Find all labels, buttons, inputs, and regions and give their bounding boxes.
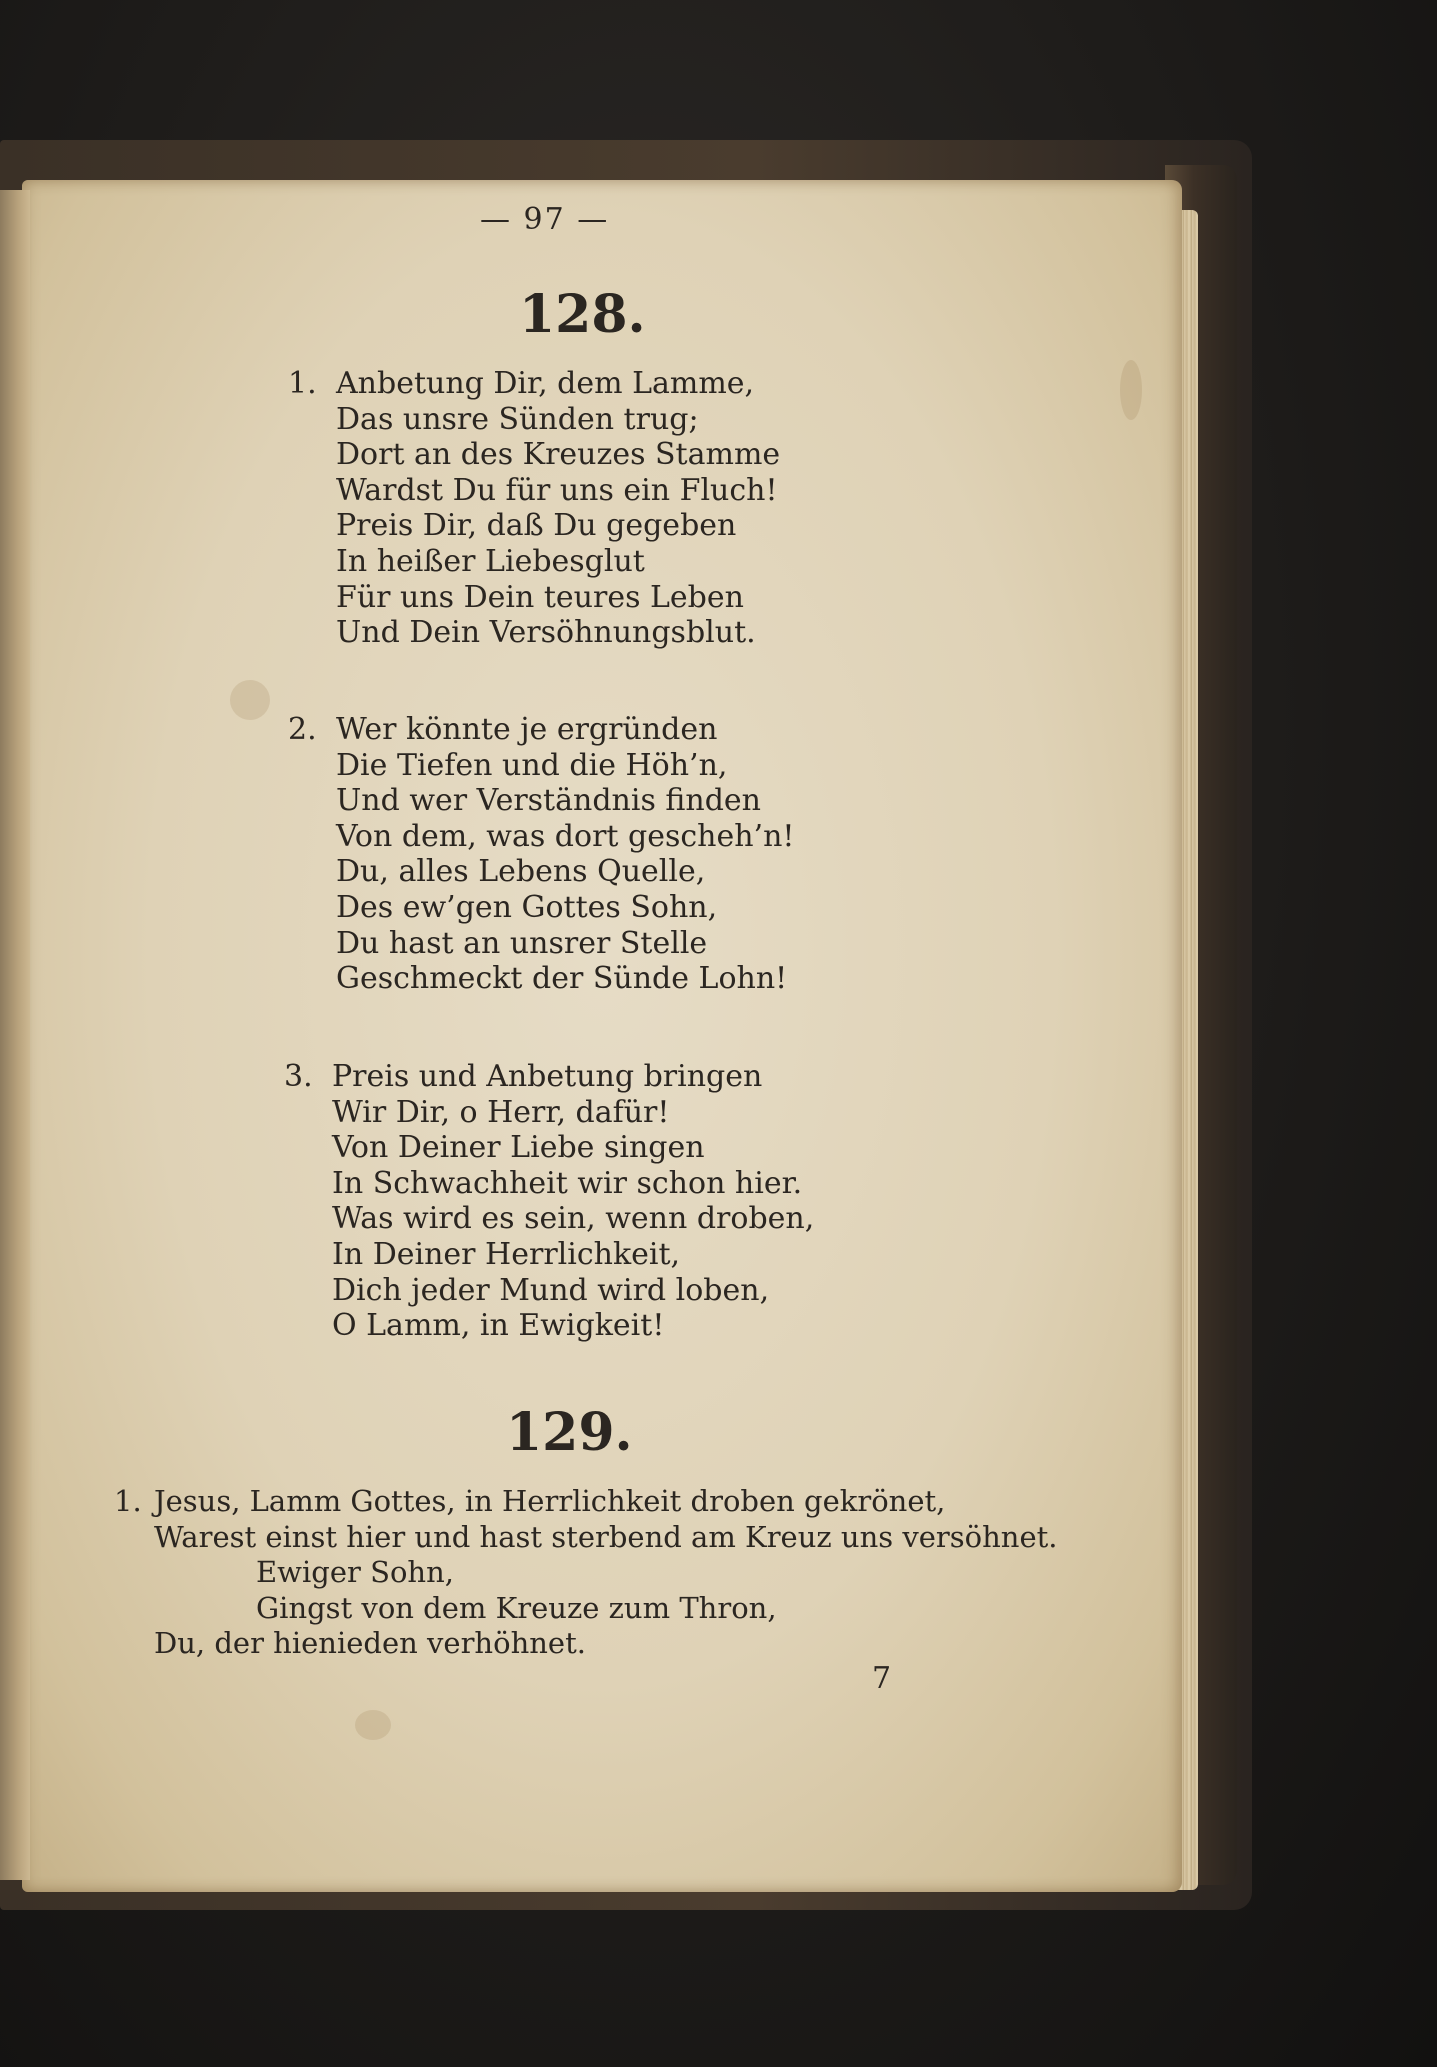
verse-line: Dort an des Kreuzes Stamme <box>336 437 781 473</box>
hymn-number: 128. <box>519 284 646 345</box>
verse-number: 3. <box>284 1059 313 1094</box>
verse-line: Wir Dir, o Herr, dafür! <box>332 1094 670 1130</box>
verse <box>288 366 780 651</box>
verse-line: Du hast an unsrer Stelle <box>336 925 708 961</box>
verse-line: Wardst Du für uns ein Fluch! <box>336 472 778 508</box>
verse <box>288 712 794 997</box>
verse-line: Wer könnte je ergründen <box>336 712 718 747</box>
foxing-stain <box>1120 360 1142 420</box>
verse-line: Anbetung Dir, dem Lamme, <box>336 366 755 401</box>
verse <box>114 1484 1058 1662</box>
verse-line: Das unsre Sünden trug; <box>336 401 699 437</box>
verse-line: Du, der hienieden verhöhnet. <box>154 1626 586 1661</box>
verse-line: Für uns Dein teures Leben <box>336 579 744 615</box>
verse-line: Was wird es sein, wenn droben, <box>332 1201 815 1237</box>
verse <box>284 1059 814 1344</box>
verse-line: Du, alles Lebens Quelle, <box>336 854 706 890</box>
verse-line: Dich jeder Mund wird loben, <box>332 1272 770 1308</box>
verse-line: Ewiger Sohn, <box>256 1555 454 1590</box>
verse-line: Warest einst hier und hast sterbend am Kreuz uns versöhnet. <box>154 1519 1058 1554</box>
verse-number: 2. <box>288 712 317 747</box>
foxing-stain <box>355 1710 391 1740</box>
verse-line: Preis und Anbetung bringen <box>332 1059 763 1094</box>
foxing-stain <box>230 680 270 720</box>
verse-number: 1. <box>114 1484 142 1518</box>
verse-line: Von dem, was dort gescheh’n! <box>336 818 795 854</box>
page-gutter <box>0 190 30 1880</box>
verse-line: O Lamm, in Ewigkeit! <box>332 1308 665 1344</box>
verse-line: Die Tiefen und die Höh’n, <box>336 747 728 783</box>
verse-line: Von Deiner Liebe singen <box>332 1130 705 1166</box>
verse-line: Geschmeckt der Sünde Lohn! <box>336 961 788 997</box>
verse-line: Und Dein Versöhnungsblut. <box>336 615 756 651</box>
verse-number: 1. <box>288 366 317 401</box>
verse-line: In Deiner Herrlichkeit, <box>332 1236 681 1272</box>
page-number-header: — 97 — <box>480 202 610 237</box>
hymn-number: 129. <box>506 1402 633 1463</box>
verse-line: Und wer Verständnis finden <box>336 783 761 819</box>
verse-line: In Schwachheit wir schon hier. <box>332 1165 803 1201</box>
verse-line: Preis Dir, daß Du gegeben <box>336 508 737 544</box>
verse-line: In heißer Liebesglut <box>336 543 645 579</box>
signature-mark: 7 <box>872 1661 892 1696</box>
verse-line: Jesus, Lamm Gottes, in Herrlichkeit droben gekrönet, <box>154 1484 946 1518</box>
verse-line: Gingst von dem Kreuze zum Thron, <box>256 1590 777 1625</box>
verse-line: Des ew’gen Gottes Sohn, <box>336 889 718 925</box>
